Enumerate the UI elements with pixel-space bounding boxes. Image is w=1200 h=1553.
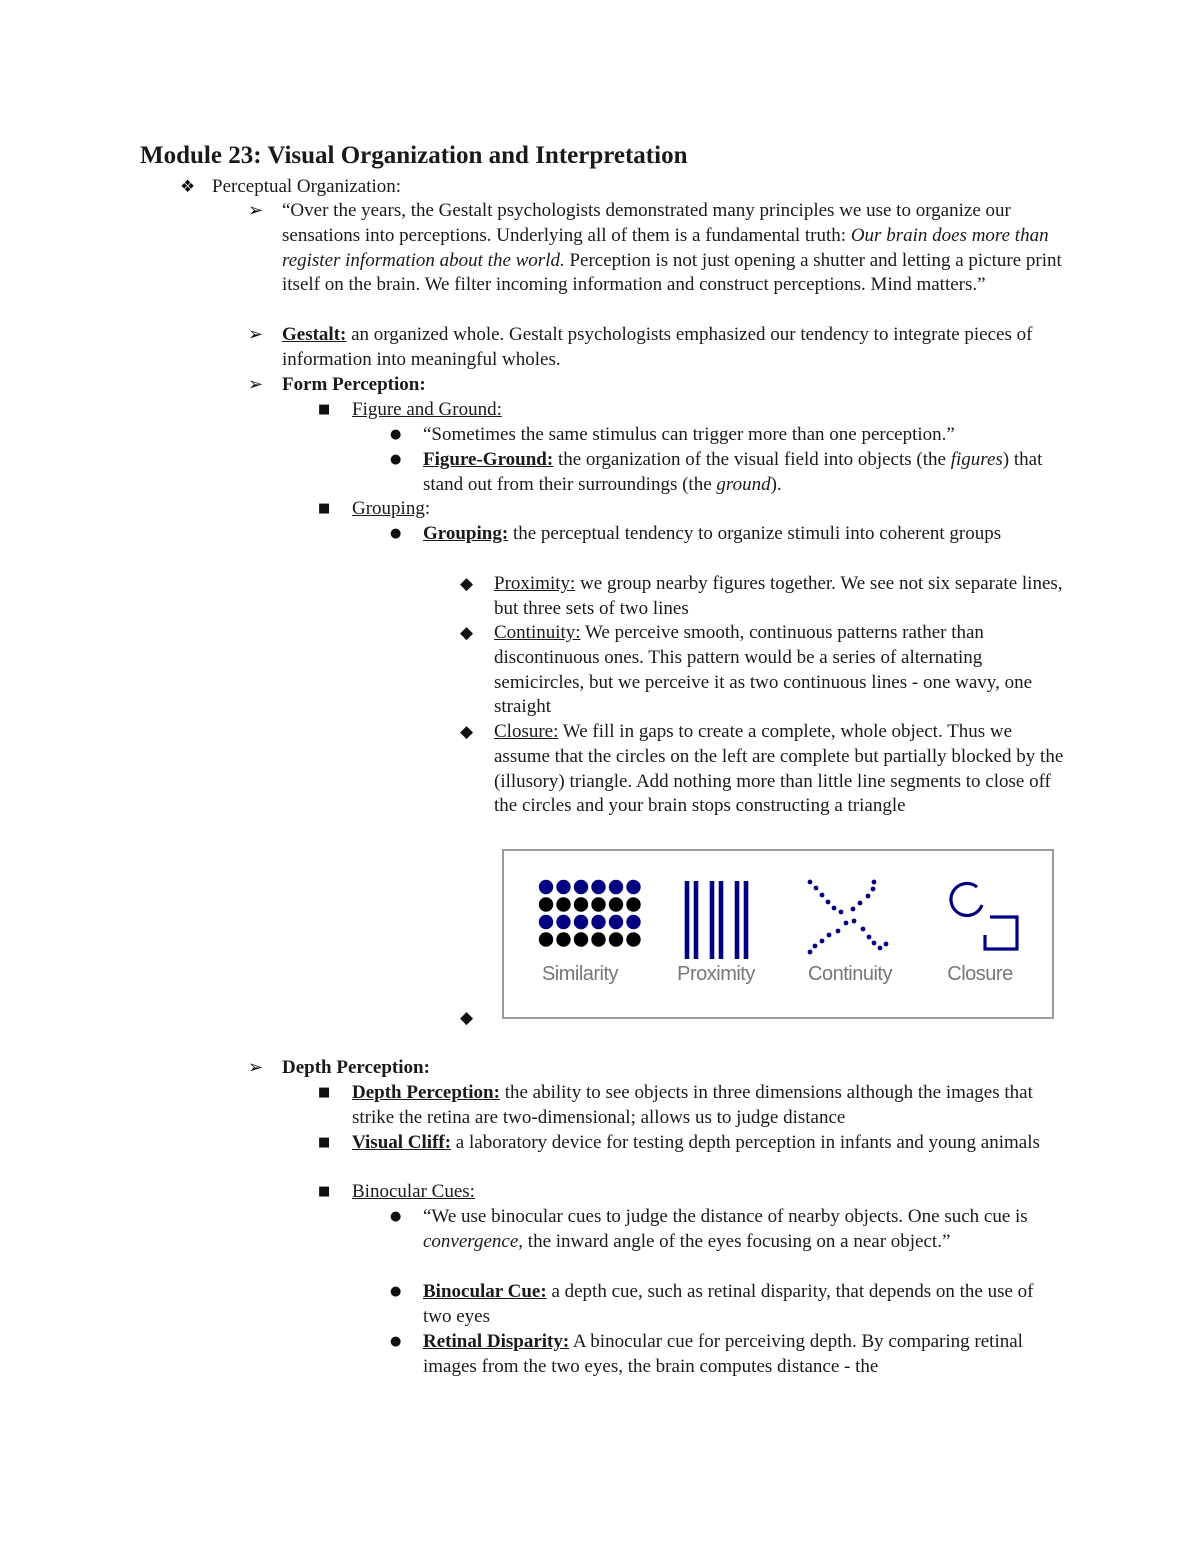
similarity-label: Similarity xyxy=(541,963,619,985)
arrow-bullet-icon: ➢ xyxy=(248,374,264,395)
figure-ground-italic-2: ground xyxy=(716,473,771,495)
similarity-dot xyxy=(574,932,588,946)
similarity-dot xyxy=(609,932,623,946)
diamond-bullet-icon: ◆ xyxy=(460,623,474,643)
similarity-dot xyxy=(539,915,553,929)
depth-perception-heading: Depth Perception: xyxy=(282,1057,430,1078)
proximity-line xyxy=(735,881,740,959)
quote-text-2: Perception is not just opening a shutter and letting a picture print itself on the brain. We filter incoming information and construct perceptions. Mind matters.” xyxy=(282,249,1062,296)
perceptual-organization-label: Perceptual Organization: xyxy=(212,176,402,197)
continuity-dot xyxy=(872,941,877,946)
continuity-dot xyxy=(820,939,825,944)
binocular-cue-def: a depth cue, such as retinal disparity, that depends on the use of two eyes xyxy=(423,1281,1034,1327)
gestalt-def: an organized whole. Gestalt psychologists emphasized our tendency to integrate pieces of information into meaningful wholes. xyxy=(282,324,1033,370)
binocular-cue-term: Binocular Cue: xyxy=(423,1281,547,1302)
square-bullet-icon: ■ xyxy=(318,501,331,516)
arrow-bullet-icon: ➢ xyxy=(248,1057,264,1078)
binocular-cues-heading: Binocular Cues: xyxy=(352,1181,475,1202)
similarity-dot xyxy=(574,880,588,894)
continuity-def: We perceive smooth, continuous patterns rather than discontinuous ones. This pattern would be a series of alternating semicircles, but we perceive it as two continuous lines - one wavy, one straight xyxy=(494,622,1033,718)
grouping-definition xyxy=(423,522,1023,547)
continuity-dot xyxy=(827,933,832,938)
similarity-dot xyxy=(539,897,553,911)
continuity-dot xyxy=(839,910,844,915)
binocular-quote-1: “We use binocular cues to judge the distance of nearby objects. One such cue is xyxy=(423,1206,1028,1227)
continuity-dot xyxy=(820,893,825,898)
continuity-dot xyxy=(861,927,866,932)
similarity-dot xyxy=(626,897,640,911)
continuity-dot xyxy=(878,946,883,951)
continuity-dot xyxy=(836,929,841,934)
dot-bullet-icon: ● xyxy=(390,1284,402,1299)
similarity-dot xyxy=(626,932,640,946)
closure-definition xyxy=(494,720,1064,819)
continuity-dot xyxy=(832,906,837,911)
continuity-dot xyxy=(826,900,831,905)
binocular-quote-italic: convergence xyxy=(423,1230,519,1252)
continuity-dot xyxy=(852,919,857,924)
closure-open-circle xyxy=(951,883,982,915)
proximity-line xyxy=(685,881,690,959)
continuity-dot xyxy=(858,901,863,906)
proximity-def: we group nearby figures together. We see not six separate lines, but three sets of two lines xyxy=(494,573,1063,619)
dot-bullet-icon: ● xyxy=(390,526,402,541)
similarity-dot xyxy=(574,915,588,929)
diamond-bullet-icon: ◆ xyxy=(460,1008,474,1028)
page-title: Module 23: Visual Organization and Interpretation xyxy=(140,142,688,169)
proximity-line xyxy=(719,881,724,959)
continuity-label: Continuity xyxy=(808,963,892,985)
continuity-dot xyxy=(808,950,813,955)
retinal-disparity-def: A binocular cue for perceiving depth. By comparing retinal images from the two eyes, the brain computes distance - the xyxy=(423,1331,1023,1377)
quote-italic: Our brain does more than register information about the world. xyxy=(282,224,1049,271)
continuity-dot xyxy=(851,907,856,912)
similarity-dot xyxy=(574,897,588,911)
gestalt-principles-figure xyxy=(502,849,1054,1019)
similarity-dot xyxy=(626,915,640,929)
grouping-heading xyxy=(352,497,952,522)
figure-ground-term: Figure-Ground: xyxy=(423,449,554,470)
arrow-bullet-icon: ➢ xyxy=(248,200,264,221)
similarity-dot xyxy=(556,880,570,894)
binocular-quote-2: , the inward angle of the eyes focusing on a near object.” xyxy=(518,1230,951,1252)
square-bullet-icon: ■ xyxy=(318,402,331,417)
continuity-dot xyxy=(871,887,876,892)
continuity-dot xyxy=(866,894,871,899)
form-perception-heading: Form Perception: xyxy=(282,374,426,395)
similarity-dot xyxy=(626,880,640,894)
proximity-line xyxy=(710,881,715,959)
proximity-line xyxy=(744,881,749,959)
visual-cliff-term: Visual Cliff: xyxy=(352,1132,452,1153)
continuity-dot xyxy=(884,942,889,947)
dot-bullet-icon: ● xyxy=(390,452,402,467)
arrow-bullet-icon: ➢ xyxy=(248,324,264,345)
similarity-dot xyxy=(539,932,553,946)
proximity-lines xyxy=(685,881,749,959)
square-bullet-icon: ■ xyxy=(318,1085,331,1100)
dot-bullet-icon: ● xyxy=(390,1334,402,1349)
similarity-dot xyxy=(609,897,623,911)
binocular-quote xyxy=(423,1205,1063,1255)
depth-term: Depth Perception: xyxy=(352,1082,500,1103)
retinal-disparity-term: Retinal Disparity: xyxy=(423,1331,570,1352)
similarity-dot xyxy=(556,932,570,946)
visual-cliff-definition xyxy=(352,1131,1052,1156)
similarity-dot xyxy=(556,897,570,911)
similarity-dot xyxy=(539,880,553,894)
continuity-dot xyxy=(867,935,872,940)
similarity-dot xyxy=(591,880,605,894)
similarity-dot xyxy=(609,915,623,929)
grouping-heading-text: Grouping xyxy=(352,498,425,519)
depth-perception-definition xyxy=(352,1081,1052,1131)
gestalt-definition xyxy=(282,323,1062,373)
binocular-cue-definition xyxy=(423,1280,1063,1330)
continuity-dot xyxy=(872,880,877,885)
gestalt-figure-drawing xyxy=(504,851,1056,1021)
figure-ground-heading: Figure and Ground: xyxy=(352,399,502,420)
figure-ground-def-2: ) that stand out from their surroundings (the xyxy=(423,449,1043,495)
continuity-term: Continuity: xyxy=(494,622,581,643)
visual-cliff-def: a laboratory device for testing depth perception in infants and young animals xyxy=(451,1132,1040,1153)
figure-ground-quote: “Sometimes the same stimulus can trigger more than one perception.” xyxy=(423,424,955,445)
grouping-def: the perceptual tendency to organize stimuli into coherent groups xyxy=(508,523,1002,544)
continuity-definition xyxy=(494,621,1064,720)
closure-def: We fill in gaps to create a complete, whole object. Thus we assume that the circles on the left are complete but partially blocked by the (illusory) triangle. Add nothing more than little line segments to close off the circles and your brain stops constructing a triangle xyxy=(494,721,1064,817)
diamond-bullet-icon: ◆ xyxy=(460,574,474,594)
proximity-definition xyxy=(494,572,1064,622)
closure-open-square xyxy=(985,917,1017,949)
similarity-dot xyxy=(591,932,605,946)
retinal-disparity-definition xyxy=(423,1330,1063,1380)
grouping-term: Grouping: xyxy=(423,523,509,544)
diamond-bullet-icon: ◆ xyxy=(460,722,474,742)
four-diamond-bullet-icon: ❖ xyxy=(180,177,196,197)
figure-ground-definition xyxy=(423,448,1063,498)
similarity-dot xyxy=(609,880,623,894)
continuity-dot xyxy=(844,921,849,926)
square-bullet-icon: ■ xyxy=(318,1184,331,1199)
gestalt-term: Gestalt: xyxy=(282,324,347,345)
gestalt-quote-paragraph xyxy=(282,199,1062,298)
proximity-term: Proximity: xyxy=(494,573,576,594)
closure-term: Closure: xyxy=(494,721,559,742)
similarity-dot xyxy=(556,915,570,929)
closure-shapes xyxy=(951,883,1017,949)
quote-text-1: “Over the years, the Gestalt psychologists demonstrated many principles we use to organize our sensations into perceptions. Underlying all of them is a fundamental truth: xyxy=(282,200,1011,246)
square-bullet-icon: ■ xyxy=(318,1135,331,1150)
figure-ground-def-3: ). xyxy=(770,473,782,495)
continuity-dot xyxy=(808,880,813,885)
similarity-dot xyxy=(591,915,605,929)
closure-label: Closure xyxy=(947,963,1013,985)
similarity-dots xyxy=(539,880,641,947)
continuity-dot xyxy=(814,886,819,891)
figure-ground-def-1: the organization of the visual field into objects (the xyxy=(553,449,951,470)
similarity-dot xyxy=(591,897,605,911)
dot-bullet-icon: ● xyxy=(390,427,402,442)
continuity-dot xyxy=(813,944,818,949)
figure-ground-italic-1: figures xyxy=(950,449,1003,470)
grouping-heading-colon: : xyxy=(424,498,431,519)
proximity-line xyxy=(694,881,699,959)
dot-bullet-icon: ● xyxy=(390,1209,402,1224)
proximity-label: Proximity xyxy=(677,963,755,985)
continuity-dots xyxy=(808,880,889,955)
depth-def: the ability to see objects in three dimensions although the images that strike the retina are two-dimensional; allows us to judge distance xyxy=(352,1082,1033,1128)
